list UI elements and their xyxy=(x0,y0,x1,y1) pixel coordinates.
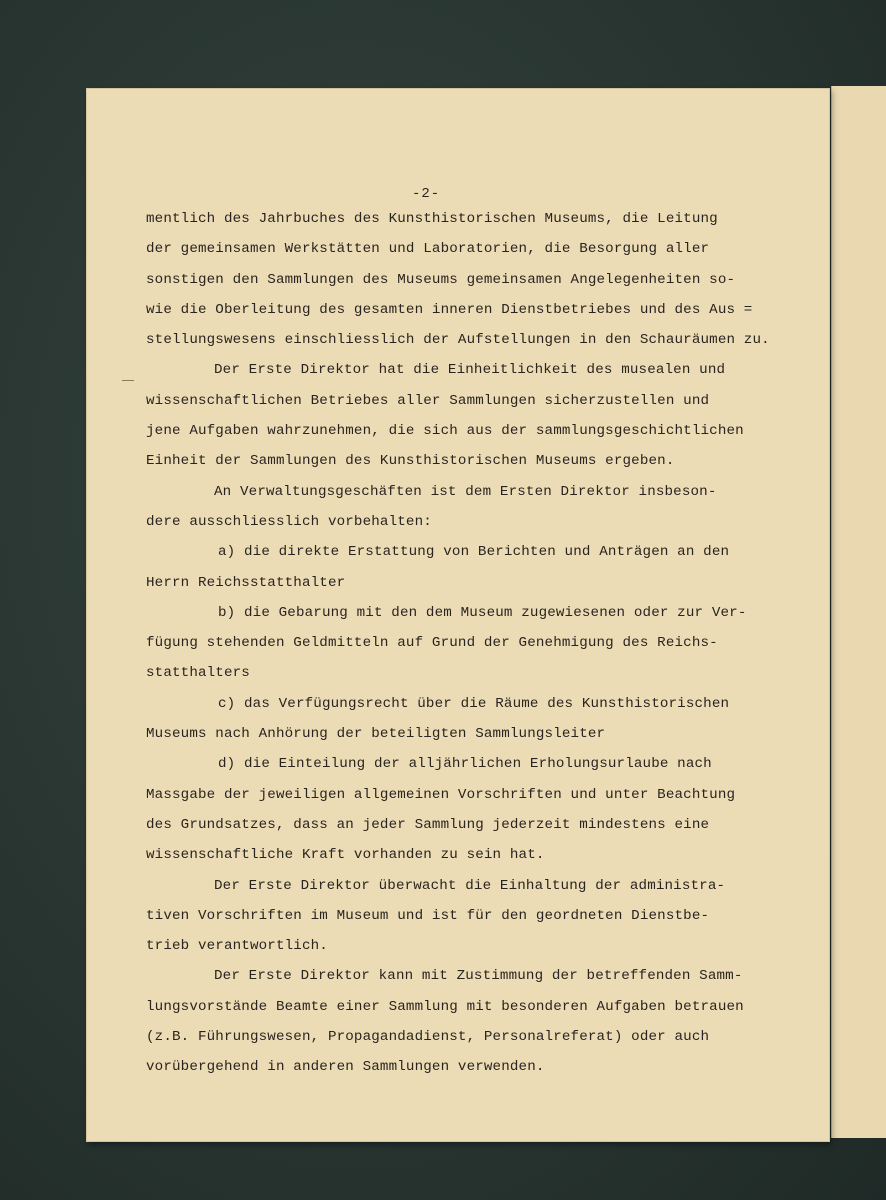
adjacent-page-edge xyxy=(832,86,886,1138)
text-line: vorübergehend in anderen Sammlungen verwenden. xyxy=(146,1059,545,1076)
text-line: statthalters xyxy=(146,665,250,682)
text-line: Der Erste Direktor überwacht die Einhaltung der administra- xyxy=(214,877,726,894)
text-line: trieb verantwortlich. xyxy=(146,938,328,955)
text-line: jene Aufgaben wahrzunehmen, die sich aus der sammlungsgeschichtlichen xyxy=(146,423,744,440)
text-line: d) die Einteilung der alljährlichen Erholungsurlaube nach xyxy=(218,756,712,773)
text-line: Herrn Reichsstatthalter xyxy=(146,574,346,591)
text-line: sonstigen den Sammlungen des Museums gemeinsamen Angelegenheiten so- xyxy=(146,271,736,288)
text-line: An Verwaltungsgeschäften ist dem Ersten Direktor insbeson- xyxy=(214,483,717,500)
text-line: c) das Verfügungsrecht über die Räume des Kunsthistorischen xyxy=(218,695,730,712)
text-line: dere ausschliesslich vorbehalten: xyxy=(146,513,432,530)
text-line: (z.B. Führungswesen, Propagandadienst, Personalreferat) oder auch xyxy=(146,1029,710,1046)
text-line: wissenschaftliche Kraft vorhanden zu sein hat. xyxy=(146,847,545,864)
text-line: tiven Vorschriften im Museum und ist für den geordneten Dienstbe- xyxy=(146,907,710,924)
text-line: Der Erste Direktor kann mit Zustimmung der betreffenden Samm- xyxy=(214,968,743,985)
text-line: des Grundsatzes, dass an jeder Sammlung jederzeit mindestens eine xyxy=(146,816,710,833)
text-line: Einheit der Sammlungen des Kunsthistorischen Museums ergeben. xyxy=(146,453,675,470)
text-line: wie die Oberleitung des gesamten inneren Dienstbetriebes und des Aus = xyxy=(146,301,753,318)
text-line: fügung stehenden Geldmitteln auf Grund der Genehmigung des Reichs- xyxy=(146,635,718,652)
text-line: lungsvorstände Beamte einer Sammlung mit besonderen Aufgaben betrauen xyxy=(146,998,744,1015)
page-number: -2- xyxy=(412,186,441,202)
text-line: wissenschaftlichen Betriebes aller Sammlungen sicherzustellen und xyxy=(146,392,710,409)
text-line: a) die direkte Erstattung von Berichten und Anträgen an den xyxy=(218,544,730,561)
text-line: stellungswesens einschliesslich der Aufstellungen in den Schauräumen zu. xyxy=(146,332,770,349)
margin-pencil-mark xyxy=(122,380,134,381)
text-line: Der Erste Direktor hat die Einheitlichkeit des musealen und xyxy=(214,362,726,379)
text-line: Massgabe der jeweiligen allgemeinen Vorschriften und unter Beachtung xyxy=(146,786,736,803)
text-line: Museums nach Anhörung der beteiligten Sammlungsleiter xyxy=(146,726,606,743)
body-text xyxy=(146,204,816,1083)
text-line: der gemeinsamen Werkstätten und Laboratorien, die Besorgung aller xyxy=(146,241,710,258)
text-line: mentlich des Jahrbuches des Kunsthistorischen Museums, die Leitung xyxy=(146,211,718,227)
text-line: b) die Gebarung mit den dem Museum zugewiesenen oder zur Ver- xyxy=(218,604,747,621)
